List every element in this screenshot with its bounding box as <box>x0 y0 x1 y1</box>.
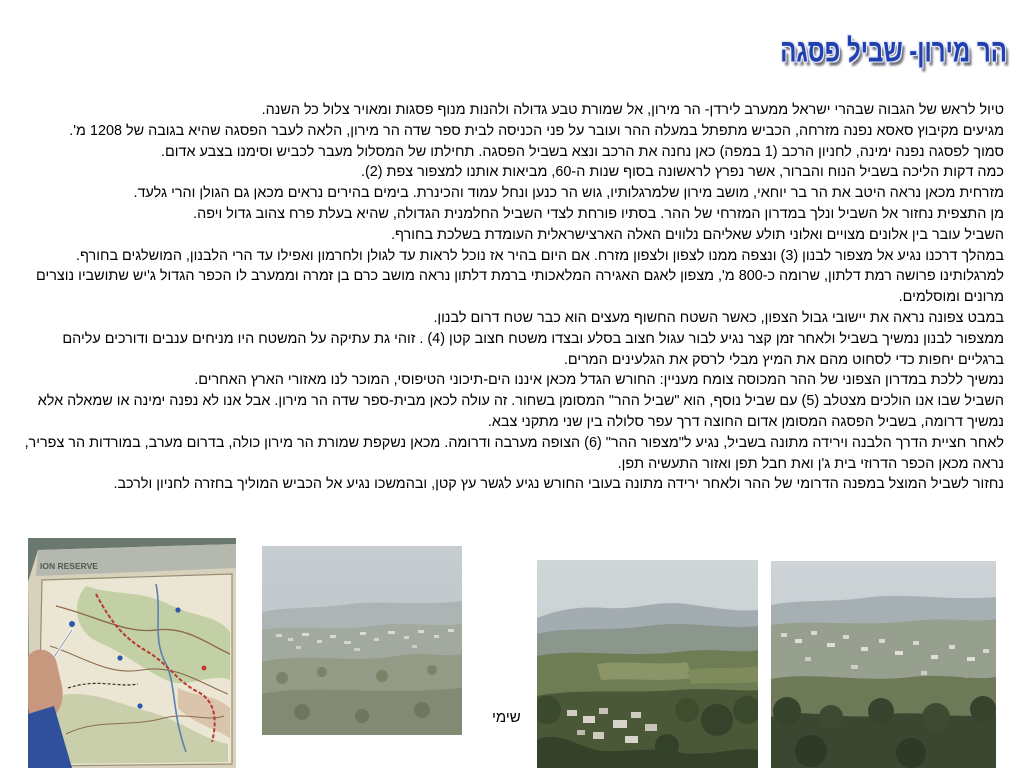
sign-header-text: ION RESERVE <box>40 561 98 571</box>
hillside-settlements-photo <box>771 561 996 768</box>
paragraph-east-view: מזרחית מכאן נראה היטב את הר בר יוחאי, מושב מירון שלמרגלותיו, גוש הר כנען ונחל עמוד והכינרת. בימים בהירים נראים מכאן גם הגולן והרי גלעד. <box>133 185 1004 202</box>
paragraph-mountain-lookout: לאחר חציית הדרך הלבנה וירידה מתונה בשביל, נגיע ל"מצפור ההר" (6) הצופה מערבה ודרומה. מכאן נשקפת שמורת הר מירון כולה, בדרום מערב, במורדות הר צפריר, נראה מכאן הכפר הדרוזי בית ג'ן ואת חבל תפן ואזור התעשיה תפן. <box>24 434 1004 472</box>
foreground-slope <box>262 654 462 735</box>
hazy-valley-photo <box>262 546 462 735</box>
paragraph-safed-lookout: כמה דקות הליכה בשביל הנוח והברור, אשר נפרץ לראשונה בסוף שנות ה-60, מביאות אותנו למצפור צפת (2). <box>360 164 1004 181</box>
paragraph-north-slope: נמשיך ללכת במדרון הצפוני של ההר המכוסה צומח מעניין: החורש הגדל מכאן איננו הים-תיכוני הטיפוסי, המוכר לנו מאזורי הארץ האחרים. <box>194 372 1004 389</box>
article-body <box>19 100 1004 495</box>
paragraph-east-slope: מן התצפית נחזור אל השביל ונלך במדרון המזרחי של ההר. בסתיו פורחת לצדי השביל החלמנית הגדולה, שהיא בעלת פרח צהוב גדול ויפה. <box>193 205 1004 222</box>
paragraph-lebanon-lookout: במהלך דרכנו נגיע אל מצפור לבנון (3) ונצפה ממנו לצפון ולצפון מזרח. אם היום בהיר אז נוכל לראות עד לגולן ולחרמון ואפילו עד הרי הלבנון, המושלגים בחורף. <box>76 247 1004 264</box>
paragraph-junction: השביל שבו אנו הולכים מצטלב (5) עם שביל נוסף, הוא "שביל ההר" המסומן בשחור. זה עולה לכאן מבית-ספר שדה הר מירון. אבל אנו לא נפנה ימינה או שמאלה אלא נמשיך דרומה, בשביל הפסגה המסומן אדום החוצה דרך עפר סלולה בין שני מתקני צבא. <box>37 393 1004 430</box>
paragraph-intro: טיול לראש של הגבוה שבהרי ישראל ממערב לירדן- הר מירון, אל שמורת טבע גדולה ולהנות מנוף פסגות ומאויר צלול כל השנה. <box>261 102 1004 118</box>
paragraph-return: נחזור לשביל המוצל במפנה הדרומי של ההר ולאחר ירידה מתונה בעובי החורש נגיע לגשר עץ קטן, ובהמשכו נגיע אל הכביש המוליך בחזרה לחניון ולרכב. <box>113 476 1004 493</box>
page-title: הר מירון- שביל פסגה <box>780 33 1007 70</box>
trail-map-sign-photo <box>28 538 236 768</box>
green-valley-photo <box>537 560 758 768</box>
paragraph-north-border: במבט צפונה נראה את יישובי גבול הצפון, כאשר השטח החשוף מעצים הוא כבר שטח דרום לבנון. <box>433 309 1004 326</box>
paragraph-parking: סמוך לפסגה נפנה ימינה, לחניון הרכב (1 במפה) כאן נחנה את הרכב ונצא בשביל הפסגה. תחילתו של המסלול מעבר לכביש וסימנו בצבע אדום. <box>161 143 1004 160</box>
paragraph-dalton-plateau: למרגלותינו פרושה רמת דלתון, שרומה כ-800 מ', מצפון לאגם האגירה המלאכותי ברמת דלתון נראה מושב כרם בן זמרה וממערב לו הכפר הגדול ג'יש שתושביו נוצרים מרונים ומוסלמים. <box>36 268 1004 306</box>
paragraph-oaks: השביל עובר בין אלונים מצויים ואלוני תולע שאליהם נלווים האלה הארצישראלית העומדת בשלכת בחורף. <box>391 226 1004 243</box>
photo-credit-caption: שימי <box>492 709 521 726</box>
paragraph-winepress: ממצפור לבנון נמשיך בשביל ולאחר זמן קצר נגיע לבור עגול חצוב בסלע ובצדו משטח חצוב קטן (4) . זוהי גת עתיקה על המשטח היו מניחים ענבים ודורכים עליהם ברגליים יחפות כדי לסחוט מהם את המיץ מבלי לרסק את הגלעינים המרים. <box>62 330 1004 368</box>
paragraph-directions: מגיעים מקיבוץ סאסא נפנה מזרחה, הכביש מתפתל במעלה ההר ועובר על פני הכניסה לבית ספר שדה הר מירון, הלאה לעבר הפסגה שהיא בגובה של 1208 מ'. <box>69 122 1004 139</box>
